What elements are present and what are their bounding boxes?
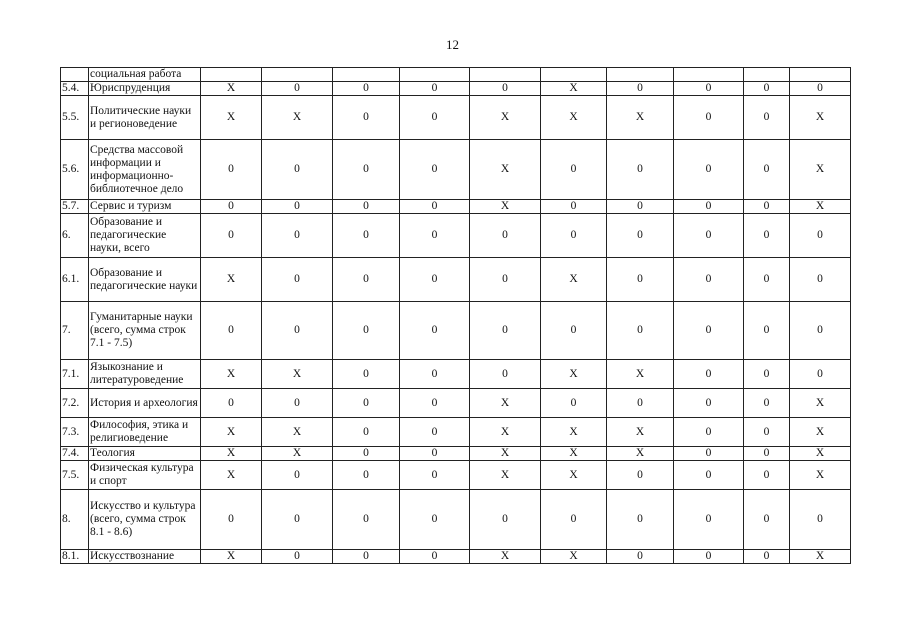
table-cell: 0 bbox=[541, 200, 607, 214]
table-cell: 0 bbox=[333, 200, 400, 214]
table-cell: X bbox=[607, 360, 674, 389]
row-number: 6.1. bbox=[61, 258, 89, 302]
table-cell: X bbox=[470, 418, 541, 447]
table-cell: 0 bbox=[744, 302, 790, 360]
table-cell: 0 bbox=[333, 447, 400, 461]
table-row bbox=[61, 258, 851, 302]
row-number: 7.2. bbox=[61, 389, 89, 418]
table-cell: 0 bbox=[333, 418, 400, 447]
table-cell: 0 bbox=[674, 461, 744, 490]
table-cell: X bbox=[790, 200, 851, 214]
row-number bbox=[61, 68, 89, 82]
table-cell: 0 bbox=[674, 96, 744, 140]
table-cell: 0 bbox=[607, 302, 674, 360]
table-cell: 0 bbox=[607, 550, 674, 564]
row-label: Искусствознание bbox=[89, 550, 201, 564]
table-cell: 0 bbox=[607, 82, 674, 96]
table-cell: 0 bbox=[400, 200, 470, 214]
table-cell: X bbox=[541, 82, 607, 96]
table-cell: 0 bbox=[744, 490, 790, 550]
page-number: 12 bbox=[446, 37, 459, 52]
table-cell: 0 bbox=[744, 447, 790, 461]
table-cell bbox=[607, 68, 674, 82]
table-row bbox=[61, 550, 851, 564]
table-cell: 0 bbox=[674, 360, 744, 389]
row-label: История и археология bbox=[89, 389, 201, 418]
table-cell bbox=[470, 68, 541, 82]
table-cell: 0 bbox=[744, 258, 790, 302]
table-row bbox=[61, 490, 851, 550]
table-cell: 0 bbox=[201, 140, 262, 200]
table-cell: 0 bbox=[400, 140, 470, 200]
table-cell: X bbox=[470, 550, 541, 564]
table-cell: X bbox=[470, 461, 541, 490]
table-cell: 0 bbox=[262, 200, 333, 214]
table-cell: 0 bbox=[744, 82, 790, 96]
table-cell: 0 bbox=[470, 214, 541, 258]
table-cell bbox=[201, 68, 262, 82]
row-number: 5.5. bbox=[61, 96, 89, 140]
table-cell: 0 bbox=[607, 140, 674, 200]
table-cell: X bbox=[201, 96, 262, 140]
table-cell: X bbox=[541, 418, 607, 447]
row-number: 8. bbox=[61, 490, 89, 550]
table-cell: 0 bbox=[262, 461, 333, 490]
table-cell: 0 bbox=[400, 82, 470, 96]
table-cell: 0 bbox=[790, 302, 851, 360]
table-cell: 0 bbox=[674, 258, 744, 302]
table-cell: 0 bbox=[333, 550, 400, 564]
table-cell: X bbox=[541, 258, 607, 302]
table-cell: X bbox=[790, 389, 851, 418]
table-cell: X bbox=[262, 360, 333, 389]
row-number: 7.1. bbox=[61, 360, 89, 389]
table-cell: 0 bbox=[541, 214, 607, 258]
table-cell: 0 bbox=[541, 140, 607, 200]
row-number: 5.6. bbox=[61, 140, 89, 200]
row-label: Искусство и культура (всего, сумма строк 8.1 - 8.6) bbox=[89, 490, 201, 550]
table-row bbox=[61, 360, 851, 389]
table-cell: 0 bbox=[790, 490, 851, 550]
table-cell: 0 bbox=[674, 389, 744, 418]
table-cell: 0 bbox=[470, 302, 541, 360]
table-cell: 0 bbox=[262, 82, 333, 96]
table-cell: 0 bbox=[744, 200, 790, 214]
table-cell: 0 bbox=[333, 302, 400, 360]
table-cell bbox=[674, 68, 744, 82]
table-cell: 0 bbox=[400, 490, 470, 550]
row-label: Физическая культура и спорт bbox=[89, 461, 201, 490]
table-cell bbox=[790, 68, 851, 82]
table-cell bbox=[400, 68, 470, 82]
table-cell: 0 bbox=[333, 389, 400, 418]
table-cell: 0 bbox=[400, 418, 470, 447]
table-cell: X bbox=[790, 461, 851, 490]
table-cell: X bbox=[790, 140, 851, 200]
table-cell: X bbox=[470, 447, 541, 461]
table-row bbox=[61, 418, 851, 447]
table-cell: 0 bbox=[262, 214, 333, 258]
table-cell: 0 bbox=[744, 360, 790, 389]
table-cell: 0 bbox=[790, 258, 851, 302]
table-cell: 0 bbox=[400, 258, 470, 302]
table-cell: 0 bbox=[400, 447, 470, 461]
table-cell: 0 bbox=[333, 140, 400, 200]
table-cell: 0 bbox=[744, 140, 790, 200]
table-cell: 0 bbox=[333, 258, 400, 302]
table-cell: X bbox=[201, 418, 262, 447]
table-cell: 0 bbox=[201, 490, 262, 550]
row-number: 7. bbox=[61, 302, 89, 360]
table-cell: X bbox=[262, 418, 333, 447]
table-cell: 0 bbox=[262, 389, 333, 418]
table-cell: 0 bbox=[333, 96, 400, 140]
table-cell: 0 bbox=[201, 200, 262, 214]
table-cell: X bbox=[201, 360, 262, 389]
table-row bbox=[61, 389, 851, 418]
table-cell: 0 bbox=[674, 302, 744, 360]
table-cell: X bbox=[607, 418, 674, 447]
table-cell: 0 bbox=[262, 490, 333, 550]
row-label: социальная работа bbox=[89, 68, 201, 82]
table-cell: 0 bbox=[333, 461, 400, 490]
table-cell: 0 bbox=[262, 550, 333, 564]
table-cell: 0 bbox=[400, 550, 470, 564]
table-row bbox=[61, 82, 851, 96]
table-cell: 0 bbox=[744, 461, 790, 490]
row-number: 8.1. bbox=[61, 550, 89, 564]
table-cell: 0 bbox=[744, 96, 790, 140]
table-cell: X bbox=[541, 360, 607, 389]
table-cell: X bbox=[790, 550, 851, 564]
table-cell bbox=[262, 68, 333, 82]
table-cell: X bbox=[470, 200, 541, 214]
table-cell: X bbox=[201, 447, 262, 461]
row-number: 7.3. bbox=[61, 418, 89, 447]
row-number: 7.5. bbox=[61, 461, 89, 490]
table-cell: 0 bbox=[400, 389, 470, 418]
table-cell: 0 bbox=[262, 140, 333, 200]
table-cell: 0 bbox=[674, 490, 744, 550]
table-cell: 0 bbox=[607, 389, 674, 418]
table-cell: X bbox=[541, 447, 607, 461]
table-cell: 0 bbox=[674, 447, 744, 461]
table-cell: X bbox=[201, 82, 262, 96]
row-label: Языкознание и литературоведение bbox=[89, 360, 201, 389]
table-cell: 0 bbox=[201, 302, 262, 360]
table-cell: 0 bbox=[674, 82, 744, 96]
table-cell: 0 bbox=[607, 200, 674, 214]
table-row bbox=[61, 96, 851, 140]
table-cell: 0 bbox=[607, 490, 674, 550]
table-cell: X bbox=[262, 447, 333, 461]
table-row bbox=[61, 68, 851, 82]
table-cell: 0 bbox=[541, 389, 607, 418]
table-cell: 0 bbox=[333, 360, 400, 389]
table-cell: 0 bbox=[400, 96, 470, 140]
row-label: Философия, этика и религиоведение bbox=[89, 418, 201, 447]
table-cell: X bbox=[262, 96, 333, 140]
table-cell: 0 bbox=[201, 214, 262, 258]
table-cell: 0 bbox=[400, 360, 470, 389]
row-label: Теология bbox=[89, 447, 201, 461]
table-cell: 0 bbox=[470, 258, 541, 302]
table-cell: X bbox=[541, 96, 607, 140]
table-cell: 0 bbox=[674, 550, 744, 564]
table-cell: 0 bbox=[262, 302, 333, 360]
table-cell: 0 bbox=[674, 140, 744, 200]
row-number: 6. bbox=[61, 214, 89, 258]
table-cell: 0 bbox=[790, 360, 851, 389]
table-cell bbox=[541, 68, 607, 82]
table-cell: X bbox=[790, 447, 851, 461]
table-cell: 0 bbox=[607, 258, 674, 302]
row-label: Образование и педагогические науки bbox=[89, 258, 201, 302]
row-number: 5.4. bbox=[61, 82, 89, 96]
table-cell: 0 bbox=[744, 550, 790, 564]
table-cell: X bbox=[607, 96, 674, 140]
data-table bbox=[60, 67, 851, 564]
table-cell: X bbox=[201, 461, 262, 490]
table-row bbox=[61, 447, 851, 461]
table-cell: 0 bbox=[607, 461, 674, 490]
row-number: 7.4. bbox=[61, 447, 89, 461]
table-cell: 0 bbox=[607, 214, 674, 258]
table-cell: 0 bbox=[470, 360, 541, 389]
table-cell: X bbox=[470, 140, 541, 200]
table-cell: 0 bbox=[470, 490, 541, 550]
table-cell: X bbox=[790, 96, 851, 140]
table-cell: 0 bbox=[333, 490, 400, 550]
table-cell: X bbox=[470, 96, 541, 140]
table-cell: 0 bbox=[262, 258, 333, 302]
table-cell: 0 bbox=[400, 461, 470, 490]
row-label: Политические науки и регионоведение bbox=[89, 96, 201, 140]
table-cell: 0 bbox=[674, 418, 744, 447]
table-cell: 0 bbox=[400, 214, 470, 258]
table-cell: 0 bbox=[470, 82, 541, 96]
table-cell: 0 bbox=[541, 302, 607, 360]
table-cell: X bbox=[201, 550, 262, 564]
row-label: Гуманитарные науки (всего, сумма строк 7.1 - 7.5) bbox=[89, 302, 201, 360]
table-row bbox=[61, 140, 851, 200]
table-cell: 0 bbox=[744, 214, 790, 258]
table-cell: 0 bbox=[744, 389, 790, 418]
table-cell: 0 bbox=[674, 200, 744, 214]
table-cell: X bbox=[201, 258, 262, 302]
table-cell: 0 bbox=[674, 214, 744, 258]
row-label: Средства массовой информации и информационно-библиотечное дело bbox=[89, 140, 201, 200]
table-cell: 0 bbox=[744, 418, 790, 447]
row-label: Образование и педагогические науки, всего bbox=[89, 214, 201, 258]
table-cell: 0 bbox=[333, 82, 400, 96]
row-label: Юриспруденция bbox=[89, 82, 201, 96]
table-cell: X bbox=[541, 550, 607, 564]
table-cell: X bbox=[790, 418, 851, 447]
table-cell: 0 bbox=[333, 214, 400, 258]
table-cell bbox=[744, 68, 790, 82]
table-row bbox=[61, 214, 851, 258]
table-cell: 0 bbox=[790, 214, 851, 258]
table-cell: 0 bbox=[400, 302, 470, 360]
table-cell: X bbox=[470, 389, 541, 418]
row-label: Сервис и туризм bbox=[89, 200, 201, 214]
table-row bbox=[61, 200, 851, 214]
table-cell: 0 bbox=[790, 82, 851, 96]
table-cell: X bbox=[541, 461, 607, 490]
table-cell: 0 bbox=[541, 490, 607, 550]
table-cell: X bbox=[607, 447, 674, 461]
table-row bbox=[61, 461, 851, 490]
row-number: 5.7. bbox=[61, 200, 89, 214]
table-cell bbox=[333, 68, 400, 82]
table-row bbox=[61, 302, 851, 360]
table-cell: 0 bbox=[201, 389, 262, 418]
